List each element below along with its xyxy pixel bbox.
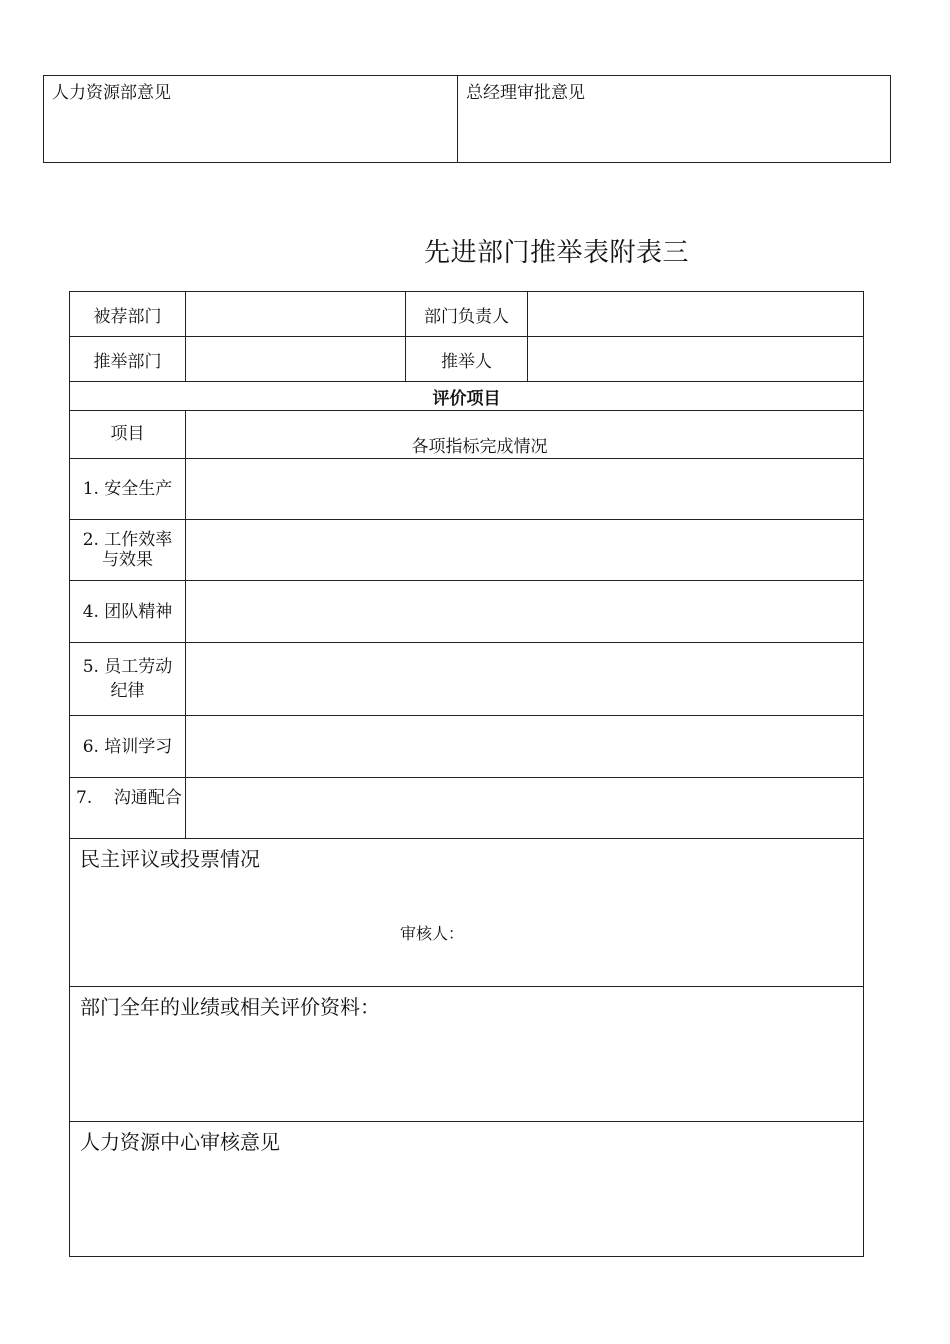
evaluation-item-field[interactable]: [186, 643, 864, 716]
evaluation-item: 2. 工作效率与效果: [70, 520, 186, 581]
hr-opinion-cell[interactable]: [44, 76, 458, 163]
gm-opinion-label: 总经理审批意见: [466, 83, 585, 103]
evaluation-item-field[interactable]: [186, 520, 864, 581]
evaluation-item: 6. 培训学习: [70, 716, 186, 778]
voting-label: 民主评议或投票情况: [80, 847, 260, 871]
nominator-field[interactable]: [528, 337, 864, 382]
evaluation-item-field[interactable]: [186, 778, 864, 839]
evaluation-section-title: 评价项目: [70, 382, 864, 411]
hr-center-section[interactable]: [70, 1122, 864, 1257]
evaluation-item: 1. 安全生产: [70, 459, 186, 520]
evaluation-item-field[interactable]: [186, 716, 864, 778]
evaluation-item: 4. 团队精神: [70, 581, 186, 643]
evaluation-item-field[interactable]: [186, 581, 864, 643]
performance-section[interactable]: [70, 987, 864, 1122]
nominated-dept-field[interactable]: [186, 292, 406, 337]
reviewer-label: 审核人：: [400, 924, 465, 943]
item-column-header: 项目: [70, 411, 186, 459]
nominating-dept-field[interactable]: [186, 337, 406, 382]
evaluation-item: 7. 沟通配合: [70, 778, 186, 839]
dept-head-field[interactable]: [528, 292, 864, 337]
hr-opinion-label: 人力资源部意见: [52, 83, 171, 103]
approval-table: [43, 75, 891, 163]
gm-opinion-cell[interactable]: [458, 76, 891, 163]
hr-center-label: 人力资源中心审核意见: [80, 1130, 280, 1154]
nominated-dept-label: 被荐部门: [70, 292, 186, 337]
completion-column-header: 各项指标完成情况: [186, 411, 864, 459]
form-title: 先进部门推举表附表三: [424, 238, 690, 268]
dept-head-label: 部门负责人: [406, 292, 528, 337]
evaluation-item-field[interactable]: [186, 459, 864, 520]
evaluation-item: 5. 员工劳动纪律: [70, 643, 186, 716]
nominating-dept-label: 推举部门: [70, 337, 186, 382]
nomination-form-table: [69, 291, 864, 1257]
performance-label: 部门全年的业绩或相关评价资料：: [80, 995, 380, 1019]
voting-section[interactable]: [70, 839, 864, 987]
nominator-label: 推举人: [406, 337, 528, 382]
